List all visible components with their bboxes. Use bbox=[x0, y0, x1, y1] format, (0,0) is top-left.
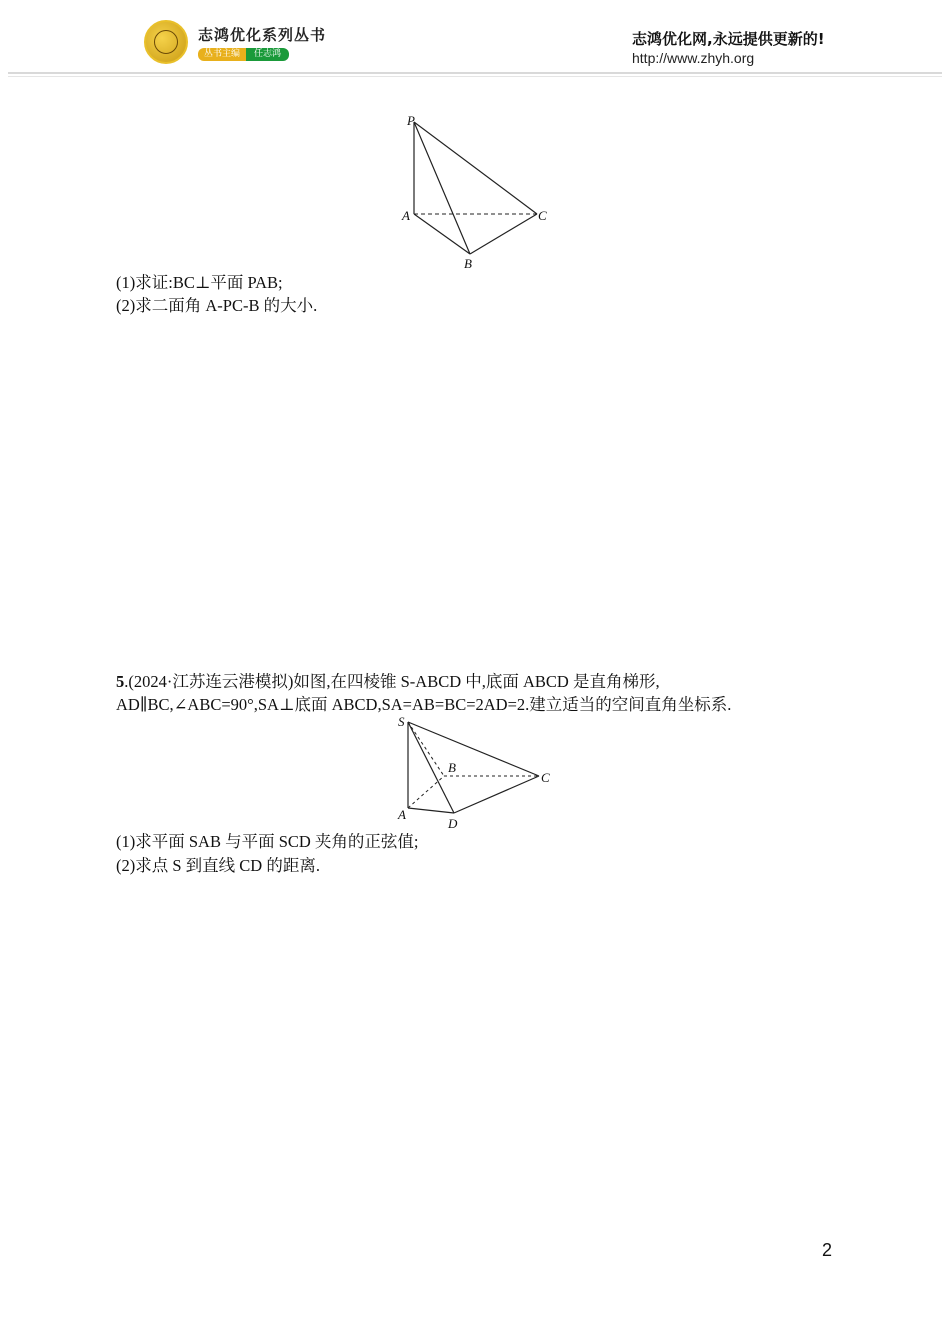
brand-title: 志鸿优化系列丛书 bbox=[198, 26, 327, 44]
vertex-label-c: C bbox=[541, 770, 550, 785]
site-slogan: 志鸿优化网,永远提供更新的! bbox=[632, 30, 825, 48]
vertex-label-b: B bbox=[448, 760, 456, 775]
brand-tag-name: 任志鸿 bbox=[246, 48, 289, 61]
brand-logo-icon bbox=[144, 20, 188, 64]
edge-pc bbox=[414, 122, 537, 214]
vertex-label-c: C bbox=[538, 208, 547, 223]
brand-tag-editor: 丛书主编 bbox=[198, 48, 246, 61]
vertex-label-d: D bbox=[448, 816, 458, 831]
vertex-label-a: A bbox=[402, 208, 410, 223]
problem5-number: 5 bbox=[116, 672, 125, 691]
header-divider bbox=[8, 72, 942, 74]
vertex-label-b: B bbox=[464, 256, 472, 271]
page-header bbox=[0, 0, 950, 80]
figure-tetrahedron bbox=[390, 108, 570, 274]
edge-bc bbox=[470, 214, 537, 254]
edge-ad bbox=[408, 808, 454, 813]
edge-sc bbox=[408, 722, 539, 776]
problem5-stem-line2: AD∥BC,∠ABC=90°,SA⊥底面 ABCD,SA=AB=BC=2AD=2.建立适当的空间直角坐标系. bbox=[116, 695, 732, 714]
problem5-stem-line1 bbox=[116, 671, 660, 693]
problem4-question-1: (1)求证:BC⊥平面 PAB; bbox=[116, 273, 283, 292]
vertex-label-a: A bbox=[398, 807, 406, 822]
vertex-label-p: P bbox=[407, 113, 415, 128]
problem4-question-2: (2)求二面角 A-PC-B 的大小. bbox=[116, 296, 318, 315]
problem5-question-1: (1)求平面 SAB 与平面 SCD 夹角的正弦值; bbox=[116, 832, 419, 851]
problem5-stem-text: .(2024·江苏连云港模拟)如图,在四棱锥 S-ABCD 中,底面 ABCD 是直角梯形, bbox=[124, 672, 660, 691]
problem5-question-2: (2)求点 S 到直线 CD 的距离. bbox=[116, 856, 320, 875]
logo-emblem bbox=[154, 30, 178, 54]
edge-ab-hidden bbox=[408, 776, 444, 808]
figure-pyramid bbox=[394, 712, 564, 832]
page-number: 2 bbox=[822, 1240, 833, 1260]
edge-sb-hidden bbox=[408, 722, 444, 776]
site-url[interactable]: http://www.zhyh.org bbox=[632, 50, 755, 66]
vertex-label-s: S bbox=[398, 714, 405, 729]
header-divider-thin bbox=[8, 76, 942, 77]
edge-dc bbox=[454, 776, 539, 813]
